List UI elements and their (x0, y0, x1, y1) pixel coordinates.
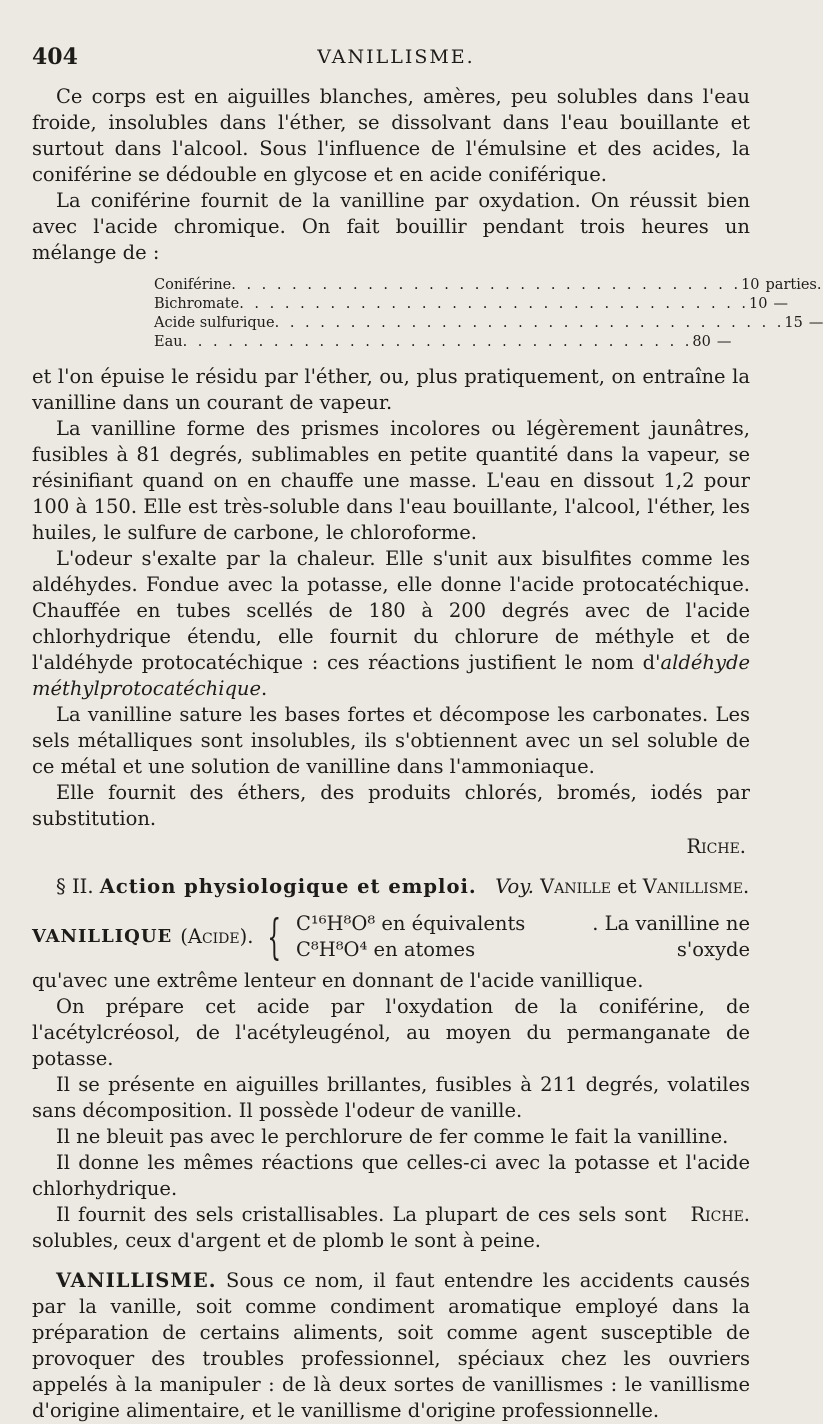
mixture-unit: — (716, 334, 732, 350)
italic-term: aldéhyde méthylprotocatéchique (32, 651, 750, 700)
mixture-row: Acide sulfurique . . . . . . . . . . . . . . . . . . . . . . . . . . . . . . . . . . 15 — (154, 315, 823, 331)
author-signature: Riche. (690, 1203, 750, 1226)
brace-symbol: { (267, 909, 282, 965)
paragraph: Il se présente en aiguilles brillantes, fusibles à 211 degrés, volatiles sans décomposition. Il possède l'odeur de vanille. (32, 1073, 750, 1122)
mixture-qty: 15 (784, 315, 803, 331)
cross-reference: Vanille (540, 875, 611, 898)
paragraph: L'odeur s'exalte par la chaleur. Elle s'unit aux bisulfites comme les aldéhydes. Fondue avec la potasse, elle donne l'acide protocatéchique. Chauffée en tubes scellés de 180 à 200 degrés avec de l'acide chlorhydrique étendu, elle fournit du chlorure de méthyle et de l'aldéhyde protocatéchique : ces réactions justifient le nom d'aldéhyde méthylprotocatéchique. (32, 547, 750, 700)
mixture-qty: 10 (741, 277, 760, 293)
entry-qualifier: (Acide). (180, 925, 254, 948)
paragraph: La coniférine fournit de la vanilline par oxydation. On réussit bien avec l'acide chromique. On fait bouillir pendant trois heures un mélange de : (32, 189, 750, 264)
paragraph: qu'avec une extrême lenteur en donnant de l'acide vanillique. (32, 969, 644, 992)
mixture-row: Eau . . . . . . . . . . . . . . . . . . . . . . . . . . . . . . . . . . 80 — (154, 334, 732, 350)
mixture-unit: parties. (765, 277, 822, 293)
paragraph: On prépare cet acide par l'oxydation de la coniférine, de l'acétylcréosol, de l'acétyleugénol, au moyen du permanganate de potasse. (32, 995, 750, 1070)
mixture-qty: 10 (749, 296, 768, 312)
paragraph: Ce corps est en aiguilles blanches, amères, peu solubles dans l'eau froide, insolubles dans l'éther, se dissolvant dans l'eau bouillante et surtout dans l'alcool. Sous l'influence de l'émulsine et des acides, la coniférine se dédouble en glycose et en acide coniférique. (32, 85, 750, 186)
mixture-unit: — (808, 315, 823, 331)
formula-equivalents: C¹⁶H⁸O⁸ en équivalents (295, 912, 526, 935)
mixture-row: Coniférine . . . . . . . . . . . . . . . . . . . . . . . . . . . . . . . . . . 10 parties. (154, 277, 822, 293)
section-number: § II. (56, 875, 94, 898)
mixture-list (154, 276, 823, 352)
formula-lines (296, 911, 525, 963)
paragraph: Riche. Il fournit des sels cristallisables. La plupart de ces sels sont solubles, ceux d'argent et de plomb le sont à peine. (32, 1203, 750, 1252)
author-signature: Riche. (686, 835, 746, 858)
paragraph: Elle fournit des éthers, des produits chlorés, bromés, iodés par substitution. (32, 781, 750, 830)
page-number: 404 (32, 44, 78, 70)
cross-reference: Vanillisme. (642, 875, 750, 898)
paragraph: VANILLISME. Sous ce nom, il faut entendre les accidents causés par la vanille, soit comme condiment aromatique employé dans la préparation de certains aliments, soit comme agent susceptible de provoquer des troubles professionnel, spéciaux chez les ouvriers appelés à la manipuler : de là deux sortes de vanillismes : le vanillisme d'origine alimentaire, et le vanillisme d'origine professionnelle. (32, 1269, 750, 1422)
page-body (32, 84, 823, 1424)
mixture-name: Coniférine (154, 277, 232, 293)
paragraph: Il donne les mêmes réactions que celles-ci avec la potasse et l'acide chlorhydrique. (32, 1151, 750, 1200)
mixture-name: Bichromate (154, 296, 240, 312)
entry-term: VANILLIQUE (32, 926, 173, 947)
mixture-name: Eau (154, 334, 183, 350)
paragraph: et l'on épuise le résidu par l'éther, ou, plus pratiquement, on entraîne la vanilline dans un courant de vapeur. (32, 365, 750, 414)
paragraph: Il ne bleuit pas avec le perchlorure de fer comme le fait la vanilline. (56, 1125, 729, 1148)
page-header (32, 44, 760, 80)
mixture-row: Bichromate . . . . . . . . . . . . . . . . . . . . . . . . . . . . . . . . . . 10 — (154, 296, 788, 312)
formula-tail: . La vanilline ne s'oxyde (592, 912, 750, 961)
mixture-unit: — (773, 296, 788, 312)
entry-term: VANILLISME. (56, 1269, 217, 1292)
formula-atoms: C⁸H⁸O⁴ en atomes (295, 938, 476, 961)
running-title: VANILLISME. (317, 46, 475, 68)
mixture-name: Acide sulfurique (154, 315, 275, 331)
paragraph: La vanilline sature les bases fortes et décompose les carbonates. Les sels métalliques sont insolubles, ils s'obtiennent avec un sel soluble de ce métal et une solution de vanilline dans l'ammoniaque. (32, 703, 750, 778)
formula-entry (32, 906, 750, 968)
section-heading: § II. Action physiologique et emploi. Voy. Vanille et Vanillisme. (56, 875, 750, 898)
mixture-qty: 80 (692, 334, 711, 350)
section-title: Action physiologique et emploi. (99, 875, 477, 898)
paragraph: La vanilline forme des prismes incolores ou légèrement jaunâtres, fusibles à 81 degrés, sublimables en petite quantité dans la vapeur, se résinifiant quand on en chauffe une masse. L'eau en dissout 1,2 pour 100 à 150. Elle est très-soluble dans l'eau bouillante, l'alcool, l'éther, les huiles, le sulfure de carbone, le chloroforme. (32, 417, 750, 544)
